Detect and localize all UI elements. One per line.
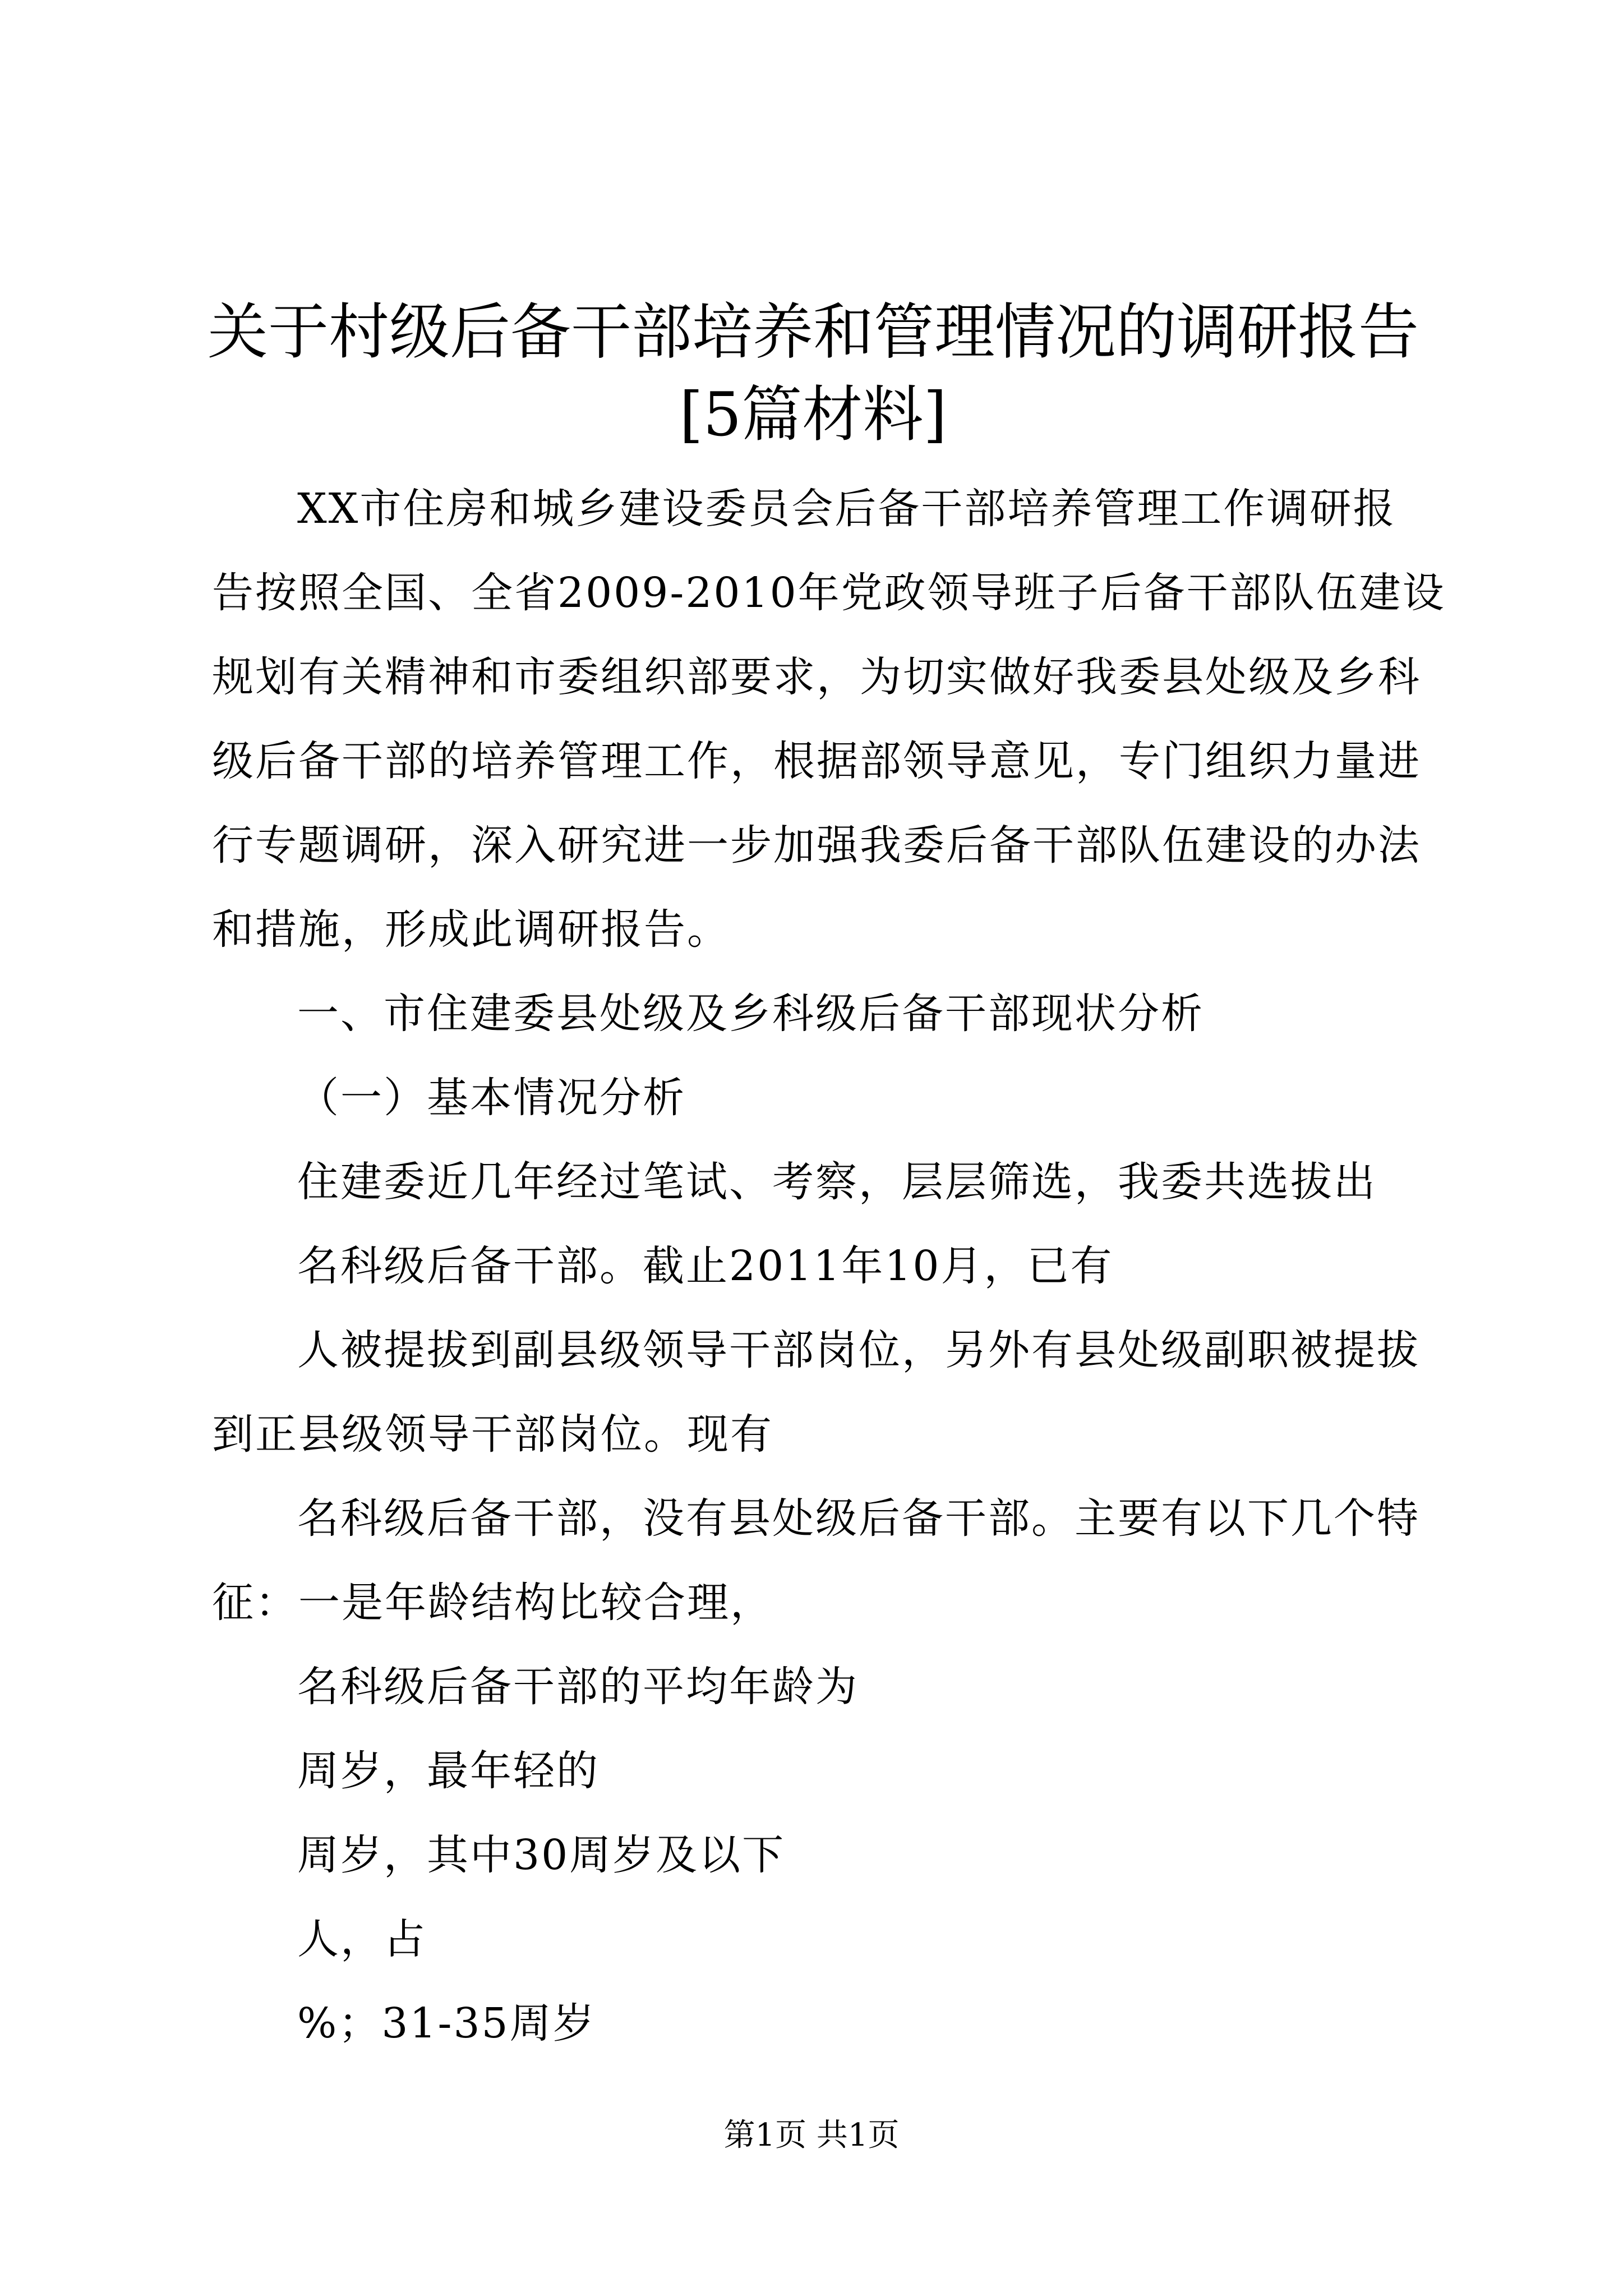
body-line: 到正县级领导干部岗位。现有	[212, 1410, 773, 1458]
body-line: 人，占	[297, 1915, 427, 1963]
body-line: 名科级后备干部，没有县处级后备干部。主要有以下几个特	[297, 1494, 1420, 1543]
body-line: XX市住房和城乡建设委员会后备干部培养管理工作调研报	[297, 485, 1396, 533]
body-line: %；31-35周岁	[297, 1999, 596, 2047]
body-line: 人被提拔到副县级领导干部岗位，另外有县处级副职被提拔	[297, 1326, 1420, 1374]
document-title-line-1: 关于村级后备干部培养和管理情况的调研报告	[207, 297, 1419, 367]
section-heading: 一、市住建委县处级及乡科级后备干部现状分析	[297, 990, 1204, 1038]
body-line: 住建委近几年经过笔试、考察，层层筛选，我委共选拔出	[297, 1158, 1377, 1206]
document-title-line-2: [5篇材料]	[679, 380, 947, 450]
body-line: 告按照全国、全省2009-2010年党政领导班子后备干部队伍建设	[212, 569, 1446, 617]
body-line: 规划有关精神和市委组织部要求，为切实做好我委县处级及乡科	[212, 653, 1421, 701]
subsection-heading: （一）基本情况分析	[297, 1074, 686, 1122]
page-footer: 第1页 共1页	[723, 2117, 900, 2154]
body-line: 周岁，最年轻的	[297, 1747, 600, 1795]
body-line: 行专题调研，深入研究进一步加强我委后备干部队伍建设的办法	[212, 821, 1421, 869]
body-line: 名科级后备干部。截止2011年10月，已有	[297, 1242, 1114, 1290]
body-line: 级后备干部的培养管理工作，根据部领导意见，专门组织力量进	[212, 737, 1421, 785]
body-line: 周岁，其中30周岁及以下	[297, 1831, 786, 1879]
body-line: 和措施，形成此调研报告。	[212, 905, 730, 954]
body-line: 名科级后备干部的平均年龄为	[297, 1663, 859, 1711]
body-line: 征：一是年龄结构比较合理，	[212, 1579, 773, 1627]
